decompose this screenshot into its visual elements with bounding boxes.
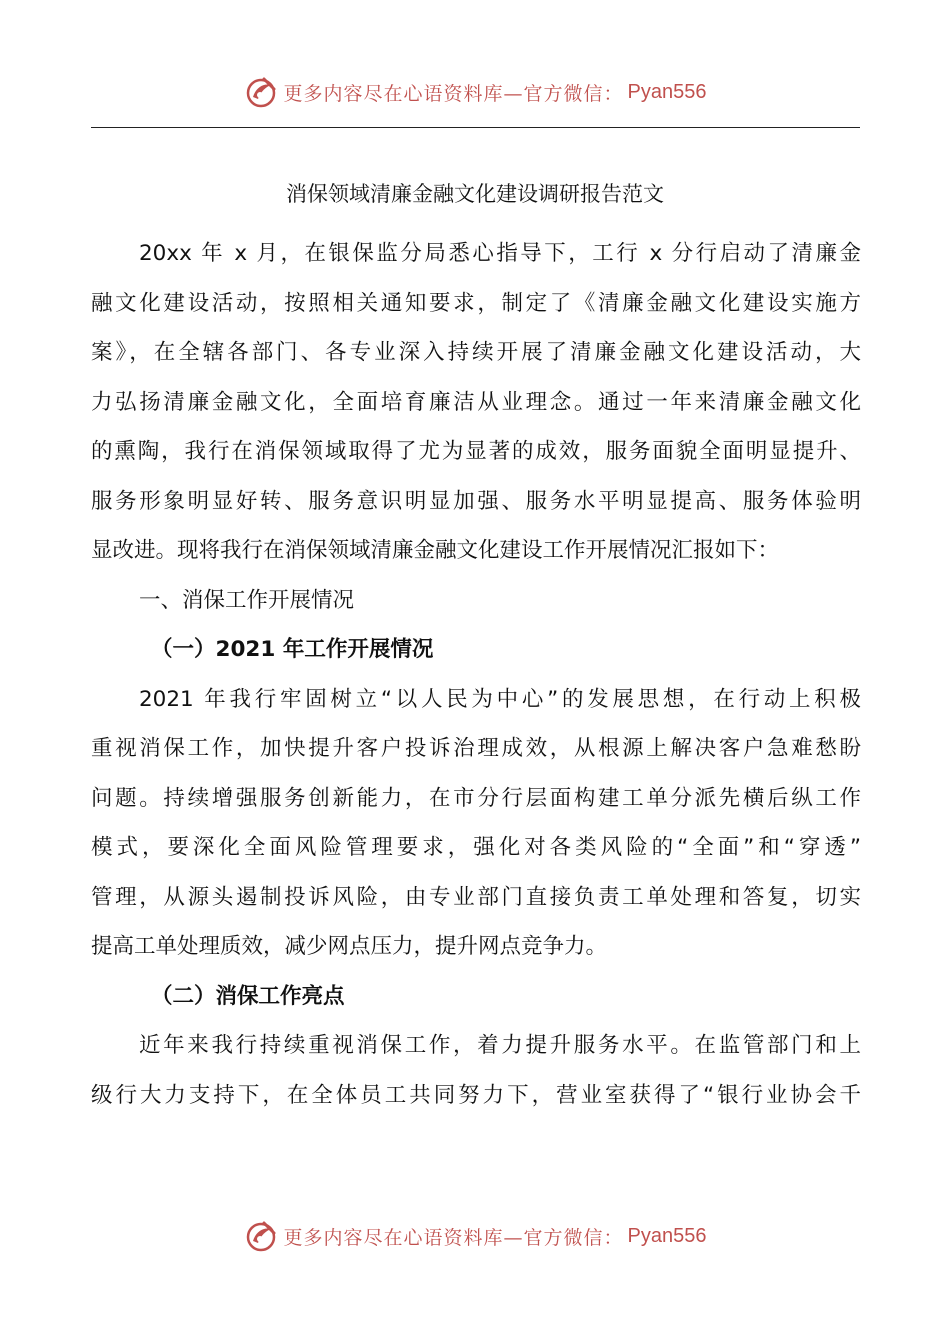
banner-wechat-id: Pyan556 [627, 80, 707, 103]
paragraph-line: 管理，从源头遏制投诉风险，由专业部门直接负责工单处理和答复，切实 [91, 885, 861, 910]
logo-icon [244, 75, 278, 109]
paragraph-line: 模式，要深化全面风险管理要求，强化对各类风险的“全面”和“穿透” [91, 835, 861, 860]
subsection-heading: （二）消保工作亮点 [151, 984, 345, 1009]
header-divider [91, 127, 860, 128]
paragraph-line: 级行大力支持下，在全体员工共同努力下，营业室获得了“银行业协会千 [91, 1083, 861, 1108]
document-title: 消保领域清廉金融文化建设调研报告范文 [286, 182, 664, 206]
header-banner [0, 72, 950, 112]
section-heading: 一、消保工作开展情况 [139, 588, 355, 613]
paragraph-line: 2021 年我行牢固树立“以人民为中心”的发展思想，在行动上积极 [139, 687, 861, 712]
paragraph-line: 近年来我行持续重视消保工作，着力提升服务水平。在监管部门和上 [139, 1033, 861, 1058]
paragraph-line: 的熏陶，我行在消保领域取得了尤为显著的成效，服务面貌全面明显提升、 [91, 439, 861, 464]
banner-text: 更多内容尽在心语资料库—官方微信： [283, 82, 624, 105]
paragraph-line: 力弘扬清廉金融文化，全面培育廉洁从业理念。通过一年来清廉金融文化 [91, 390, 861, 415]
paragraph-line: 融文化建设活动，按照相关通知要求，制定了《清廉金融文化建设实施方 [91, 291, 861, 316]
paragraph-line: 20xx 年 x 月，在银保监分局悉心指导下，工行 x 分行启动了清廉金 [139, 241, 861, 266]
paragraph-line: 提高工单处理质效，减少网点压力，提升网点竞争力。 [91, 934, 608, 959]
paragraph-line: 服务形象明显好转、服务意识明显加强、服务水平明显提高、服务体验明 [91, 489, 861, 514]
paragraph-line: 显改进。现将我行在消保领域清廉金融文化建设工作开展情况汇报如下： [91, 538, 780, 563]
paragraph-line: 问题。持续增强服务创新能力，在市分行层面构建工单分派先横后纵工作 [91, 786, 861, 811]
paragraph-line: 案》，在全辖各部门、各专业深入持续开展了清廉金融文化建设活动，大 [91, 340, 861, 365]
banner-wechat-id: Pyan556 [627, 1224, 707, 1247]
subsection-heading: （一）2021 年工作开展情况 [151, 637, 434, 662]
footer-banner [0, 1216, 950, 1256]
logo-icon [244, 1219, 278, 1253]
paragraph-line: 重视消保工作，加快提升客户投诉治理成效，从根源上解决客户急难愁盼 [91, 736, 861, 761]
banner-text: 更多内容尽在心语资料库—官方微信： [283, 1226, 624, 1249]
